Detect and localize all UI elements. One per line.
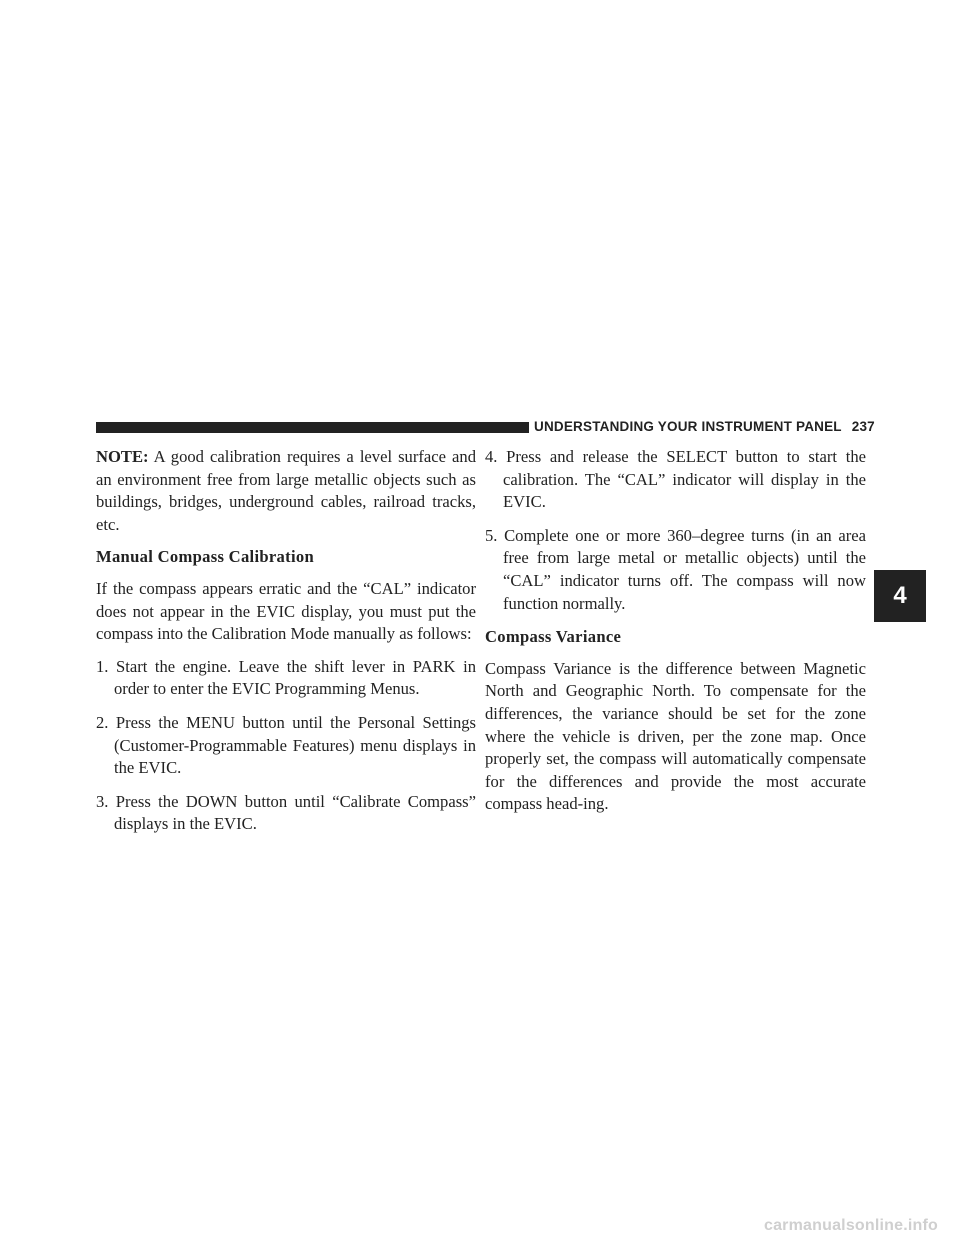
step-3: 3. Press the DOWN button until “Calibrate Compass” displays in the EVIC. [96,791,476,834]
chapter-tab: 4 [874,570,926,622]
page-number: 237 [851,419,875,434]
note-text: A good calibration requires a level surface and an environment free from large metallic objects such as buildings, bridges, underground cables, railroad tracks, etc. [96,447,476,534]
calibration-steps-list-continued [485,446,866,615]
step-4: 4. Press and release the SELECT button to start the calibration. The “CAL” indicator will display in the EVIC. [485,447,866,512]
manual-calibration-intro: If the compass appears erratic and the “CAL” indicator does not appear in the EVIC display, you must put the compass into the Calibration Mode manually as follows: [96,578,476,644]
section-title: UNDERSTANDING YOUR INSTRUMENT PANEL [534,419,842,434]
left-column [96,446,476,847]
step-1: 1. Start the engine. Leave the shift lever in PARK in order to enter the EVIC Programming Menus. [96,656,476,699]
note-label: NOTE: [96,447,149,466]
compass-variance-body: Compass Variance is the difference between Magnetic North and Geographic North. To compensate for the differences, the variance should be set for the zone where the vehicle is driven, per the zone map. Once properly set, the compass will automatically compensate for the differences and provide the most accurate compass head-ing. [485,658,866,814]
header-rule [96,422,529,433]
step-2: 2. Press the MENU button until the Personal Settings (Customer-Programmable Features) menu displays in the EVIC. [96,712,476,778]
right-column [485,446,866,826]
running-header [534,419,875,434]
step-5: 5. Complete one or more 360–degree turns (in an area free from large metal or metallic objects) until the “CAL” indicator turns off. The compass will now function normally. [485,525,866,613]
note-paragraph [96,446,476,536]
compass-variance-heading: Compass Variance [485,627,622,647]
calibration-steps-list [96,656,476,836]
manual-calibration-heading: Manual Compass Calibration [96,547,315,567]
watermark: carmanualsonline.info [763,1217,938,1234]
